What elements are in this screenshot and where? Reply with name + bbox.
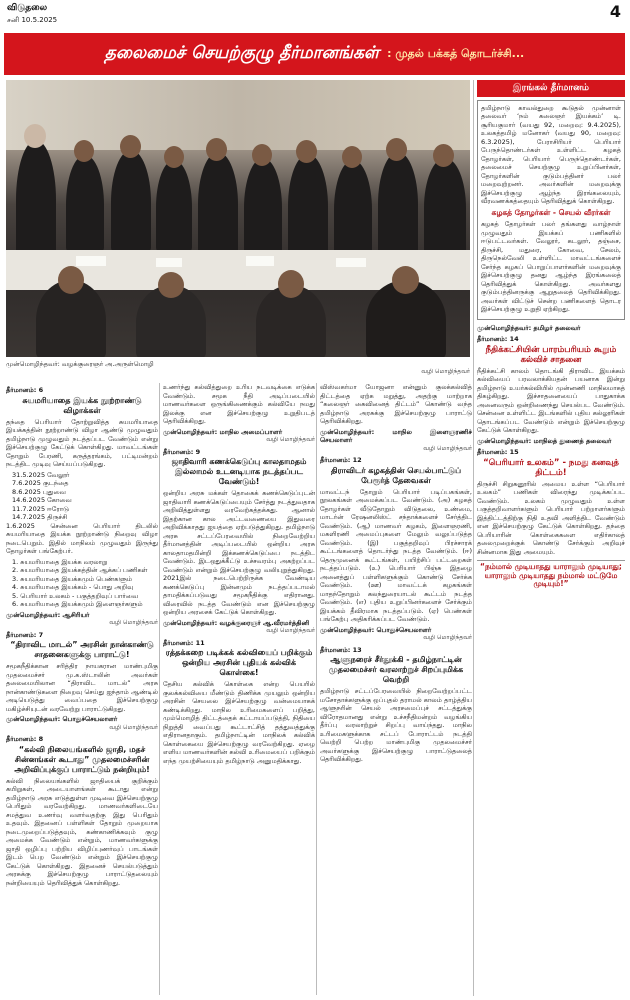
- proposer: முன்மொழிந்தவர்: மாநில அமைப்பாளர்: [163, 427, 283, 436]
- issue-date: சனி 10.5.2025: [7, 16, 58, 24]
- article-column-3: [320, 383, 472, 995]
- topic-item: 6. சுயமரியாதை இயக்கமும் இளைஞர்களும்: [12, 600, 143, 608]
- resolution-body: தந்தை பெரியார் தோற்றுவித்த சுயமரியாதை இயக்கத்தின் நூற்றாண்டு விழா ஆண்டு முழுவதும் தமிழ்நாடு முழுவதும் நடத்தப்பட வேண்டும் என்று இச்செயற்குழு கேட்டுக் கொள்கிறது. மாவட்டங்கள் தோறும் பேரணி, கருத்தரங்கம், பட்டிமன்றம் நடத்திட முடிவு செய்யப்படுகிறது.: [6, 417, 158, 468]
- seconder: வழி மொழிந்தவர்: [266, 436, 315, 443]
- seconder: வழி மொழிந்தவர்: [109, 723, 158, 731]
- seconder: வழி மொழிந்தவர்: [423, 634, 472, 641]
- masthead: [0, 0, 630, 30]
- resolution-title: ரத்தக்கறை படிக்கக் கல்வியைப் பறிக்கும் ஒன்றிய அரசின் புதியக் கல்விக் கொள்கை!: [165, 648, 313, 677]
- resolution-body: சமூகநீதிக்கான சரித்திர நாயகரான மாண்புமிகு முதலமைச்சர் மு.க.ஸ்டாலின் அவர்கள் தலைமையிலான “திராவிட மாடல்” அரசு நான்காண்டுகளை நிறைவு செய்து ஐந்தாம் ஆண்டில் அடியெடுத்து வைப்பதை இச்செயற்குழு மகிழ்ச்சியுடன் வரவேற்று பாராட்டுகிறது.: [6, 662, 158, 713]
- obituary-body: கழகத் தோழர்கள் பலர் தங்களது வாழ்நாள் முழுவதும் இயக்கப் பணிகளில் ஈடுபட்டவர்கள். வேலூர், கடலூர், தஞ்சை, திருச்சி, மதுரை, கோவை, சேலம், திருநெல்வேலி உள்ளிட்ட மாவட்டங்களைச் சேர்ந்த கழகப் பொறுப்பாளர்களின் மறைவுக்கு இச்செயற்குழு தனது ஆழ்ந்த இரங்கலைத் தெரிவித்துக் கொள்கிறது. அவர்களது குடும்பத்தினருக்கு ஆறுதலைத் தெரிவிக்கிறது. அவர்கள் விட்டுச் சென்ற பணிகளைத் தொடர இச்செயற்குழு உறுதி ஏற்கிறது.: [481, 220, 621, 313]
- resolution-number: தீர்மானம்: 8: [6, 735, 44, 743]
- resolution-number: தீர்மானம்: 9: [163, 447, 201, 456]
- headline-subtitle: : முதல் பக்கத் தொடர்ச்சி...: [387, 46, 525, 60]
- resolution-body: உணர்ந்து கல்வித்துறை உரிய நடவடிக்கை எடுக்க வேண்டும். சமூக நீதி அடிப்படையில் மாணவர்களை ஒருங்கிணைக்கும் கல்வியே நமது இலக்கு என இச்செயற்குழு உறுதிபடத் தெரிவிக்கிறது.: [163, 383, 315, 425]
- resolution-body: நீதிக்கட்சி காலம் தொடங்கி திராவிட இயக்கம் கல்வியைப் பரவலாக்கியதன் பயனாக இன்று தமிழ்நாடு உயர்கல்வியில் முன்னணி மாநிலமாகத் திகழ்கிறது. இச்சாதனையைப் பாதுகாக்க அனைவரும் ஒன்றிணைந்து செயல்பட வேண்டும். சென்னை உள்ளிட்ட இடங்களில் புதிய கல்லூரிகள் தொடங்கப்பட வேண்டும் என்றும் இச்செயற்குழு கேட்டுக் கொள்கிறது.: [477, 366, 625, 434]
- resolution-title: நீதிக்கட்சியின் பாரம்பரியம் கூறும் கல்விச் சாதனை: [485, 344, 617, 365]
- event-date: 14.6.2025 கோவை: [12, 496, 72, 504]
- obituary-subheading: கழகத் தோழர்கள் - செயல் வீரர்கள்: [491, 207, 611, 217]
- proposer: முன்மொழிந்தவர்: மாநில இளைஞரணிச் செயலாளர்: [320, 427, 472, 444]
- topic-item: 5. பெரியார் உலகம் - பகுத்தறிவுப் பார்வை: [12, 591, 139, 600]
- headline-title: தலைமைச் செயற்குழு தீர்மானங்கள்: [104, 43, 380, 63]
- article-column-1: [6, 383, 158, 995]
- topic-item: 2. சுயமரியாதை இயக்கத்தின் ஆக்கப் பணிகள்: [12, 566, 148, 574]
- proposer: முன்மொழிந்தவர்: மாநிலத் துணைத் தலைவர்: [477, 436, 612, 445]
- resolution-body: தேசிய கல்விக் கொள்கை என்ற பெயரில் குலக்கல்வியை மீண்டும் திணிக்க முயலும் ஒன்றிய அரசின் செயலை இச்செயற்குழு வன்மையாகக் கண்டிக்கிறது. மாநில உரிமைகளைப் பறித்து, மும்மொழித் திட்டத்தைக் கட்டாயப்படுத்தி, நிதியை நிறுத்தி வைப்பது கூட்டாட்சித் தத்துவத்துக்கு எதிரானதாகும். தமிழ்நாட்டின் மாநிலக் கல்விக் கொள்கையை இச்செயற்குழு வரவேற்கிறது. ஏழை எளிய மாணவர்களின் கல்வி உரிமையைப் பறிக்கும் எந்த முயற்சியையும் தமிழ்நாடு அனுமதிக்காது.: [163, 680, 315, 765]
- obituary-body: தமிழ்நாடு காவல்துறை கூடுதல் முன்னாள் தலைவர் ‘நம் கலைஞர் இயக்கம்’ டி. சூரியகுமார் (வயது 92, மறைவு: 9.4.2025), உலகத்தமிழ் மனோகர் (வயது 90, மறைவு: 6.3.2025), பேராசிரியர் பெரியார் பேருந்தொண்டர்கள் உள்ளிட்ட கழகத் தோழர்கள், பெரியார் பெருந்தொண்டர்கள், தலைமைச் செயற்குழு உறுப்பினர்கள், தோழர்களின் குடும்பத்தினர் பலர் மறைவுற்றனர். அவர்களின் மறைவுக்கு இச்செயற்குழு ஆழ்ந்த இரங்கலையும், வீரவணக்கத்தையும் தெரிவித்துக் கொள்கிறது.: [481, 103, 621, 205]
- column-rule: [316, 383, 317, 995]
- column-rule: [159, 383, 160, 995]
- article-column-2: [163, 383, 315, 995]
- resolution-number: தீர்மானம்: 11: [163, 638, 205, 647]
- proposer: முன்மொழிந்தவர்: வழக்குரைஞர் ஆ.வீரமர்த்தினி: [163, 618, 310, 627]
- resolution-body: கல்வி நிலையங்களில் ஜாதியைக் குறிக்கும் கயிறுகள், அடையாளங்கள் கூடாது என்று தமிழ்நாடு அரசு எடுத்துள்ள முடிவை இச்செயற்குழு பெரிதும் வரவேற்கிறது. மாணவர்களிடையே சமத்துவ உணர்வு வளர்வதற்கு இது பெரிதும் உதவும். இதனைப் பள்ளிகள் தோறும் முறையாக நடைமுறைப்படுத்தவும், கண்காணிக்கவும் குழு அமைக்க வேண்டும் என்றும், மாணவர்களுக்கு ஜாதி ஒழிப்பு பற்றிய விழிப்புணர்வுப் பாடங்கள் இடம் பெற வேண்டும் என்றும் இச்செயற்குழு கேட்டுக் கொள்கிறது. இதனைச் செயல்படுத்தும் அரசுக்கு இச்செயற்குழு பாராட்டுதலையும் நன்றியையும் தெரிவித்துக் கொள்கிறது.: [6, 776, 158, 887]
- event-date: 7.6.2025 குடந்தை: [12, 479, 69, 487]
- photo-caption: [6, 360, 470, 375]
- resolution-number: தீர்மானம்: 6: [6, 386, 44, 394]
- resolution-title: திராவிடர் கழகத்தின் செயல்பாட்டுப் பேரூர்த் தேவைகள்: [330, 465, 462, 485]
- event-date: 31.5.2025 வேலூர்: [12, 470, 70, 479]
- resolution-number: தீர்மானம்: 13: [320, 645, 362, 654]
- topic-item: 4. சுயமரியாதை இயக்கம் - பொது அறிவு: [12, 583, 134, 591]
- event-date: 8.6.2025 புதுவை: [12, 487, 66, 496]
- seconder: வழி மொழிந்தவர்: [109, 619, 158, 626]
- photo-caption-left: முன்மொழிந்தவர்: வழக்குரைஞர் அ.அருள்மொழி: [6, 360, 154, 368]
- event-date: 11.7.2025 ஈரோடு: [12, 504, 69, 513]
- resolution-title: சுயமரியாதை இயக்க நூற்றாண்டு விழாக்கள்: [22, 395, 142, 415]
- resolution-body: மாவட்டந் தோறும் பெரியார் படிப்பகங்கள், நூலகங்கள் அமைக்கப்பட வேண்டும். (அ) கழகத் தோழர்கள் வீடுதோறும் விடுதலை, உண்மை, மாடர்ன் ரேஷனலிஸ்ட் சந்தாக்களைச் சேர்த்திட வேண்டும். (ஆ) மாணவர் கழகம், இளைஞரணி, மகளிரணி அமைப்புகளை மேலும் வலுப்படுத்த வேண்டும். (இ) பகுத்தறிவுப் பிரச்சாரக் கூட்டங்களைத் தொடர்ந்து நடத்த வேண்டும். (ஈ) தெருமுனைக் கூட்டங்கள், பயிற்சிப் பட்டறைகள் நடத்தப்படும். (உ) பெரியார் பிஞ்சு இதழை அனைத்துப் பள்ளிகளுக்கும் கொண்டு சேர்க்க வேண்டும். (ஊ) மாவட்டக் கழகங்கள் மாதந்தோறும் கலந்துரையாடல் கூட்டம் நடத்த வேண்டும். (எ) புதிய உறுப்பினர்களைச் சேர்க்கும் இயக்கம் தீவிரமாக நடத்தப்படும். (ஏ) பெண்கள் பங்கேற்பு அதிகரிக்கப்பட வேண்டும்.: [320, 487, 472, 623]
- resolution-title: ஜாதிவாரி கணக்கெடுப்பு காலதாமதம் இல்லாமல் உடனடியாக நடத்தப்பட வேண்டும்!: [171, 457, 307, 486]
- resolution-body: தமிழ்நாடு சட்டப்பேரவையில் நிறைவேற்றப்பட்ட மசோதாக்களுக்கு ஒப்புதல் தராமல் காலம் தாழ்த்திய ஆளுநரின் செயல் அரசமைப்புச் சட்டத்துக்கு விரோதமானது என்று உச்சநீதிமன்றம் வழங்கிய தீர்ப்பு வரலாற்றுச் சிறப்பு வாய்ந்தது. மாநில உரிமைகளுக்காக சட்டப் போராட்டம் நடத்தி வெற்றி பெற்ற மாண்புமிகு முதலமைச்சர் அவர்களுக்கு இச்செயற்குழு பாராட்டுதலைத் தெரிவிக்கிறது.: [320, 687, 472, 763]
- resolution-body: விஸ்வகர்மா யோஜனா என்னும் குலக்கல்வித் திட்டத்தை ஏற்க மறுத்து, அதற்கு மாற்றாக “கலைஞர் கைவினைத் திட்டம்” கொண்டு வந்த தமிழ்நாடு அரசுக்கு இச்செயற்குழு பாராட்டு தெரிவிக்கிறது.: [320, 383, 472, 425]
- resolution-title: “பெரியார் உலகம்” - நமது கனவுத் திட்டம்!: [483, 457, 619, 478]
- resolution-body: ஒன்றிய அரசு மக்கள் தொகைக் கணக்கெடுப்புடன் ஜாதிவாரி கணக்கெடுப்பையும் சேர்த்து நடத்துவதாக அறிவித்துள்ளது வரவேற்கத்தக்கது. ஆனால் இதற்கான கால அட்டவணையை இதுவரை அறிவிக்காதது ஐயத்தை ஏற்படுத்துகிறது. தமிழ்நாடு அரசு சட்டப்பேரவையில் நிறைவேற்றிய தீர்மானத்தின் அடிப்படையில் ஒன்றிய அரசு காலதாமதமின்றி இக்கணக்கெடுப்பை நடத்திட வேண்டும். இடஒதுக்கீட்டு உச்சவரம்பு அகற்றப்பட வேண்டும் என்றும் இச்செயற்குழு வலியுறுத்துகிறது. 2021இல் நடைபெற்றிருக்க வேண்டிய கணக்கெடுப்பு இன்னமும் நடத்தப்படாமல் தாமதிக்கப்படுவது சமூகநீதிக்கு எதிரானது. விரைவில் நடத்த வேண்டும் என இச்செயற்குழு ஒன்றிய அரசைக் கேட்டுக் கொள்கிறது.: [163, 489, 315, 616]
- column-rule: [473, 80, 474, 996]
- obituary-box: [477, 100, 625, 320]
- headline-banner: [4, 33, 625, 75]
- seconder: வழி மொழிந்தவர்: [266, 627, 315, 634]
- proposer: முன்மொழிந்தவர்: பொதுச்செயலாளர்: [320, 625, 432, 634]
- resolution-title: “திராவிட மாடல்” அரசின் நான்காண்டு சாதனைகளுக்கு பாராட்டு!: [10, 640, 154, 659]
- page-number: 4: [609, 2, 621, 21]
- resolution-number: தீர்மானம்: 12: [320, 456, 362, 464]
- proposer: முன்மொழிந்தவர்: ஆசிரியர்: [6, 610, 90, 619]
- meeting-photo: [6, 80, 470, 357]
- resolution-body: திருச்சி சிறுகனூரில் அமைய உள்ள “பெரியார் உலகம்” பணிகள் விரைந்து முடிக்கப்பட வேண்டும். உலகம் முழுவதும் உள்ள பகுத்தறிவாளர்களும் பெரியார் பற்றாளர்களும் இத்திட்டத்திற்கு நிதி உதவி அளித்திட வேண்டும் என இச்செயற்குழு கேட்டுக் கொள்கிறது. தந்தை பெரியாரின் கொள்கைகளை எதிர்காலத் தலைமுறைக்குக் கொண்டு சேர்க்கும் அறிவுச் சின்னமாக இது அமையும்.: [477, 479, 625, 556]
- photo-caption-right: வழி மொழிந்தவர்: [421, 368, 470, 375]
- resolution-number: தீர்மானம்: 14: [477, 335, 519, 343]
- right-column: [477, 80, 625, 996]
- proposer: முன்மொழிந்தவர்: பொதுச்செயலாளர்: [6, 715, 118, 723]
- closing-quote: “நம்மால் முடியாதது யாராலும் முடியாது; யாராலும் முடியாதது நம்மால் மட்டுமே முடியும்!”: [477, 560, 625, 589]
- topic-item: 3. சுயமரியாதை இயக்கமும் பெண்களும்: [12, 574, 133, 583]
- resolution-number: தீர்மானம்: 15: [477, 448, 519, 456]
- resolution-title: “கல்வி நிலையங்களில் ஜாதி, மதச் சின்னங்கள் கூடாது” முதலமைச்சரின் அறிவிப்புக்குப் பாராட்டும் நன்றியும்!: [14, 744, 150, 774]
- obituary-box-title: இரங்கல் தீர்மானம்: [477, 80, 625, 97]
- proposer: முன்மொழிந்தவர்: தமிழர் தலைவர்: [477, 323, 581, 332]
- seconder: வழி மொழிந்தவர்: [423, 444, 472, 452]
- newspaper-name: விடுதலை: [7, 3, 48, 13]
- resolution-title: ஆளுநரைச் சீர்தூக்கி - தமிழ்நாட்டின் முதலமைச்சர் வரலாற்றுச் சிறப்புமிக்க வெற்றி: [328, 655, 464, 684]
- topic-item: 1. சுயமரியாதை இயக்க வரலாறு: [12, 557, 108, 566]
- resolution-number: தீர்மானம்: 7: [6, 630, 44, 639]
- event-date: 14.7.2025 திருச்சி: [12, 513, 68, 521]
- resolution-body: 1.6.2025 சென்னை பெரியார் திடலில் சுயமரியாதை இயக்க நூற்றாண்டு நிறைவு விழா நடைபெறும். இதில் மாநிலம் முழுவதும் இருந்து தோழர்கள் பங்கேற்பர்.: [6, 521, 158, 555]
